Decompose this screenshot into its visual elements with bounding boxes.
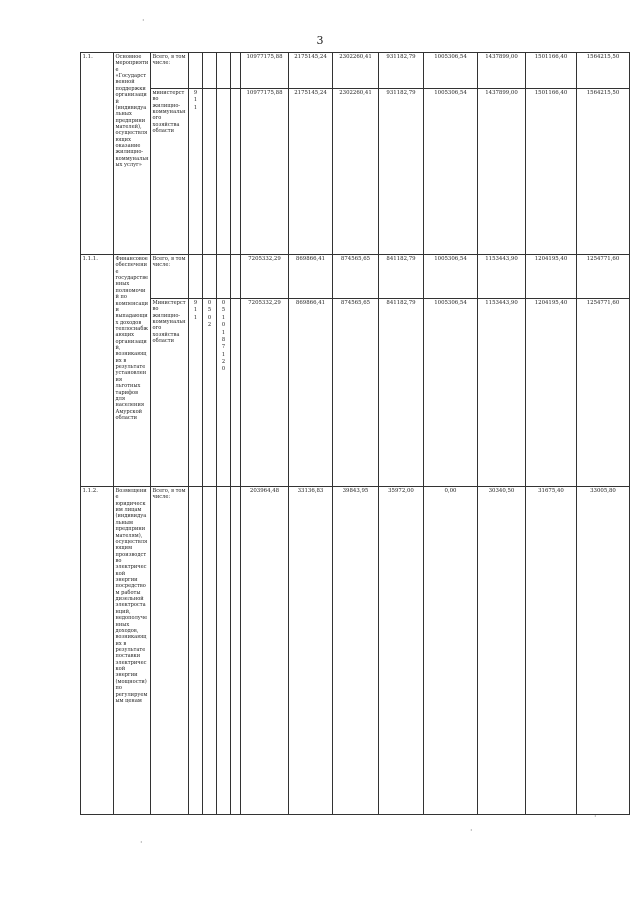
value-cell: 2302260,41 <box>333 89 379 255</box>
value-cell: 30340,50 <box>478 487 526 815</box>
row-index: 1.1.2. <box>81 487 114 815</box>
table-row <box>81 89 630 255</box>
csr-code <box>217 89 231 255</box>
scan-mark: · <box>594 812 597 821</box>
measure-name: Финансовое обеспечение государственных полномочий по компенсации выпадающих доходов теплоснабжающих организаций, возникающих в результате установления льготных тарифов для населения Амурской области <box>114 255 151 487</box>
grbs-code: 911 <box>189 299 203 487</box>
scan-mark: · <box>142 16 145 25</box>
value-cell: 7205332,29 <box>241 299 289 487</box>
executor-label: Министерство жилищно-коммунального хозяйства области <box>151 299 189 487</box>
value-cell: 874565,65 <box>333 299 379 487</box>
value-cell: 2175145,24 <box>289 53 333 89</box>
budget-table <box>80 52 630 815</box>
value-cell: 203964,48 <box>241 487 289 815</box>
value-cell: 1005306,54 <box>424 53 478 89</box>
measure-name: Возмещение юридическим лицам (индивидуальным предпринимателям), осуществляющим производство электрической энергии посредством работы дизельной электростанций, недополученных доходов, возникающих в результате поставки электрической энергии (мощности) по регулируемым ценам <box>114 487 151 815</box>
value-cell: 1204195,40 <box>526 299 577 487</box>
rzpr-code <box>203 89 217 255</box>
value-cell: 2302260,41 <box>333 53 379 89</box>
value-cell: 1254771,60 <box>577 255 630 299</box>
value-cell: 10977175,88 <box>241 53 289 89</box>
value-cell: 874565,65 <box>333 255 379 299</box>
value-cell: 1005306,54 <box>424 255 478 299</box>
value-cell: 1005306,54 <box>424 89 478 255</box>
value-cell: 869866,41 <box>289 255 333 299</box>
value-cell: 1501166,40 <box>526 89 577 255</box>
total-label: Всего, в том числе: <box>151 255 189 299</box>
value-cell: 869866,41 <box>289 299 333 487</box>
value-cell: 1005306,54 <box>424 299 478 487</box>
row-index: 1.1.1. <box>81 255 114 487</box>
value-cell: 7205332,29 <box>241 255 289 299</box>
value-cell: 1153443,90 <box>478 299 526 487</box>
value-cell: 35972,00 <box>379 487 424 815</box>
value-cell: 39843,95 <box>333 487 379 815</box>
measure-name: Основное мероприятие «Государственной поддержки организаций (индивидуальных предпринимателей), осуществляющих оказание жилищно-коммунальных услуг» <box>114 53 151 255</box>
value-cell: 1564215,50 <box>577 53 630 89</box>
value-cell: 1153443,90 <box>478 255 526 299</box>
value-cell: 841182,79 <box>379 299 424 487</box>
value-cell: 1204195,40 <box>526 255 577 299</box>
value-cell: 841182,79 <box>379 255 424 299</box>
csr-code: 0510187120 <box>217 299 231 487</box>
page-number: 3 <box>316 34 324 47</box>
value-cell: 1254771,60 <box>577 299 630 487</box>
scan-mark: · <box>140 838 143 847</box>
total-label: Всего, в том числе: <box>151 53 189 89</box>
value-cell: 1437899,00 <box>478 53 526 89</box>
rzpr-code: 0502 <box>203 299 217 487</box>
table-row <box>81 299 630 487</box>
value-cell: 10977175,88 <box>241 89 289 255</box>
value-cell: 0,00 <box>424 487 478 815</box>
value-cell: 1501166,40 <box>526 53 577 89</box>
table-row <box>81 487 630 815</box>
scan-mark: · <box>470 826 473 835</box>
executor-label: министерство жилищно-коммунального хозяйства области <box>151 89 189 255</box>
value-cell: 2175145,24 <box>289 89 333 255</box>
value-cell: 931182,79 <box>379 53 424 89</box>
value-cell: 33136,83 <box>289 487 333 815</box>
value-cell: 1564215,50 <box>577 89 630 255</box>
row-index: 1.1. <box>81 53 114 255</box>
value-cell: 31675,40 <box>526 487 577 815</box>
value-cell: 1437899,00 <box>478 89 526 255</box>
value-cell: 33005,80 <box>577 487 630 815</box>
table-row <box>81 255 630 299</box>
total-label: Всего, в том числе: <box>151 487 189 815</box>
value-cell: 931182,79 <box>379 89 424 255</box>
table-row <box>81 53 630 89</box>
grbs-code: 911 <box>189 89 203 255</box>
